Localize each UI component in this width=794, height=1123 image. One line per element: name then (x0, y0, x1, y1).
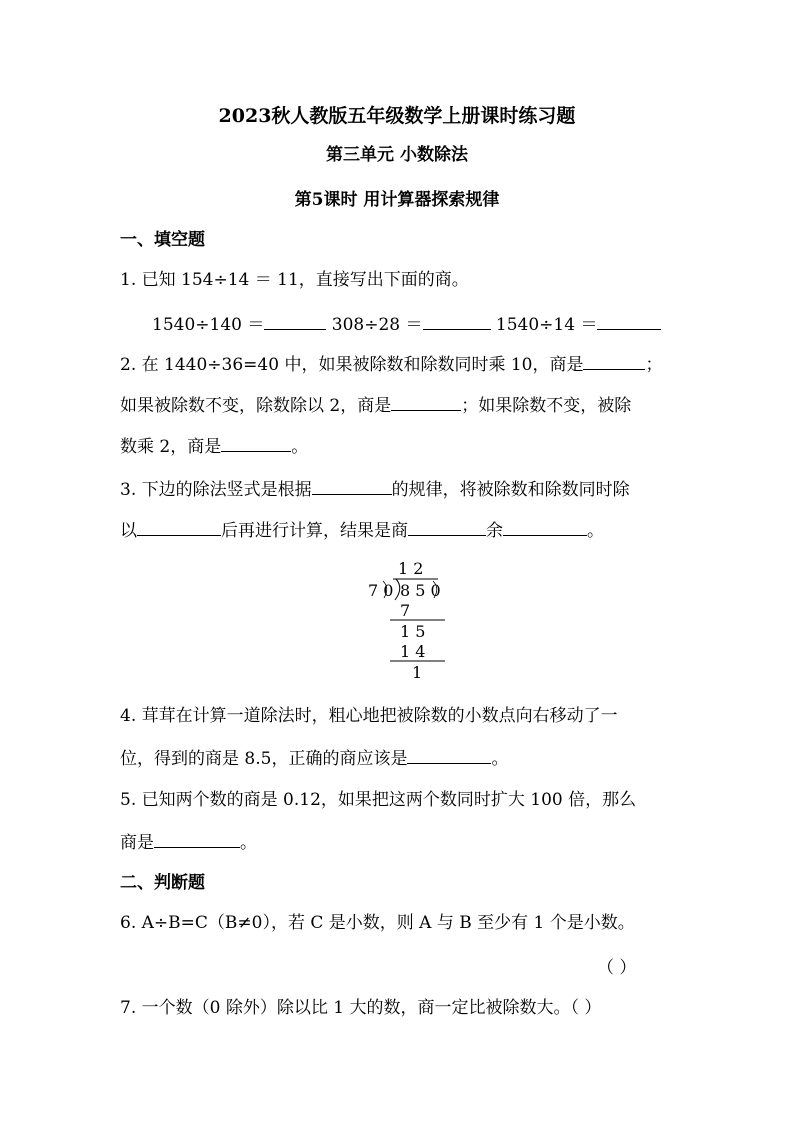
question-1: 1. 已知 154÷14 ＝ 11，直接写出下面的商。 (120, 270, 469, 290)
q2-text-c1: 数乘 2，商是 (120, 437, 222, 457)
q1-blank-a[interactable] (264, 312, 326, 330)
question-6: 6. A÷B=C（B≠0），若 C 是小数，则 A 与 B 至少有 1 个是小数。 (120, 913, 635, 933)
q4-text-b2: 。 (491, 749, 509, 769)
q3-text-b2: 后再进行计算，结果是商 (221, 521, 408, 541)
q1-blank-b[interactable] (423, 312, 491, 330)
question-7 (120, 997, 601, 1019)
q3-text-b1: 以 (120, 521, 137, 541)
q3-text-a1: 3. 下边的除法竖式是根据 (120, 480, 312, 500)
question-3-line-2 (120, 518, 604, 542)
question-2-line-1 (120, 352, 662, 376)
q3-blank-2[interactable] (137, 518, 221, 536)
question-4-line-1: 4. 茸茸在计算一道除法时，粗心地把被除数的小数点向右移动了一 (120, 706, 618, 726)
q2-text-c2: 。 (291, 437, 309, 457)
q4-text-b1: 位，得到的商是 8.5，正确的商应该是 (120, 749, 408, 769)
q3-blank-4[interactable] (503, 518, 587, 536)
q2-text-a-end: ； (645, 355, 663, 375)
q5-blank[interactable] (154, 830, 240, 848)
division-divisor: 7 0 (368, 581, 394, 600)
q1-expr-c: 1540÷14 ＝ (495, 315, 598, 335)
q2-blank-3[interactable] (221, 434, 291, 452)
division-step-3: 1 4 (400, 642, 426, 661)
q6-answer-paren[interactable]: （ ） (597, 958, 637, 978)
q1-expr-a: 1540÷140 ＝ (152, 315, 265, 335)
question-5-line-2 (120, 830, 257, 854)
q5-text-b2: 。 (240, 833, 257, 853)
q2-text-a: 2. 在 1440÷36=40 中，如果被除数和除数同时乘 10，商是 (120, 355, 584, 375)
question-2-line-3 (120, 434, 308, 458)
section-fill-heading: 一、填空题 (120, 230, 205, 250)
q1-expr-b: 308÷28 ＝ (331, 315, 423, 335)
lesson-title: 第5课时 用计算器探索规律 (294, 190, 500, 210)
q7-answer-paren[interactable]: （ ） (570, 998, 602, 1018)
q2-blank-2[interactable] (391, 393, 461, 411)
division-dividend: 8 5 0 (400, 581, 441, 600)
division-remainder: 1 (412, 663, 423, 682)
q3-text-b3: 余 (486, 521, 503, 541)
q2-text-b1: 如果被除数不变，除数除以 2，商是 (120, 396, 392, 416)
division-step-2: 1 5 (400, 622, 426, 641)
q3-blank-1[interactable] (312, 477, 392, 495)
question-4-line-2 (120, 746, 508, 770)
question-5-line-1: 5. 已知两个数的商是 0.12，如果把这两个数同时扩大 100 倍，那么 (120, 790, 637, 810)
page-title: 2023秋人教版五年级数学上册课时练习题 (218, 105, 576, 127)
q7-text: 7. 一个数（0 除外）除以比 1 大的数，商一定比被除数大。 (120, 998, 571, 1018)
q3-text-a2: 的规律，将被除数和除数同时除 (391, 480, 630, 500)
q2-blank-1[interactable] (583, 352, 645, 370)
long-division-figure (360, 556, 460, 686)
q3-blank-3[interactable] (408, 518, 486, 536)
q1-blank-c[interactable] (597, 312, 661, 330)
question-2-line-2 (120, 393, 631, 417)
q5-text-b1: 商是 (120, 833, 154, 853)
unit-title: 第三单元 小数除法 (326, 145, 468, 165)
question-3-line-1 (120, 477, 630, 501)
section-judge-heading: 二、判断题 (120, 873, 205, 893)
division-step-1: 7 (400, 601, 411, 620)
q4-blank[interactable] (407, 746, 491, 764)
q3-text-b4: 。 (587, 521, 604, 541)
question-1-blanks (152, 312, 661, 336)
division-quotient: 1 2 (398, 559, 424, 578)
q2-text-b2: ；如果除数不变，被除 (461, 396, 632, 416)
